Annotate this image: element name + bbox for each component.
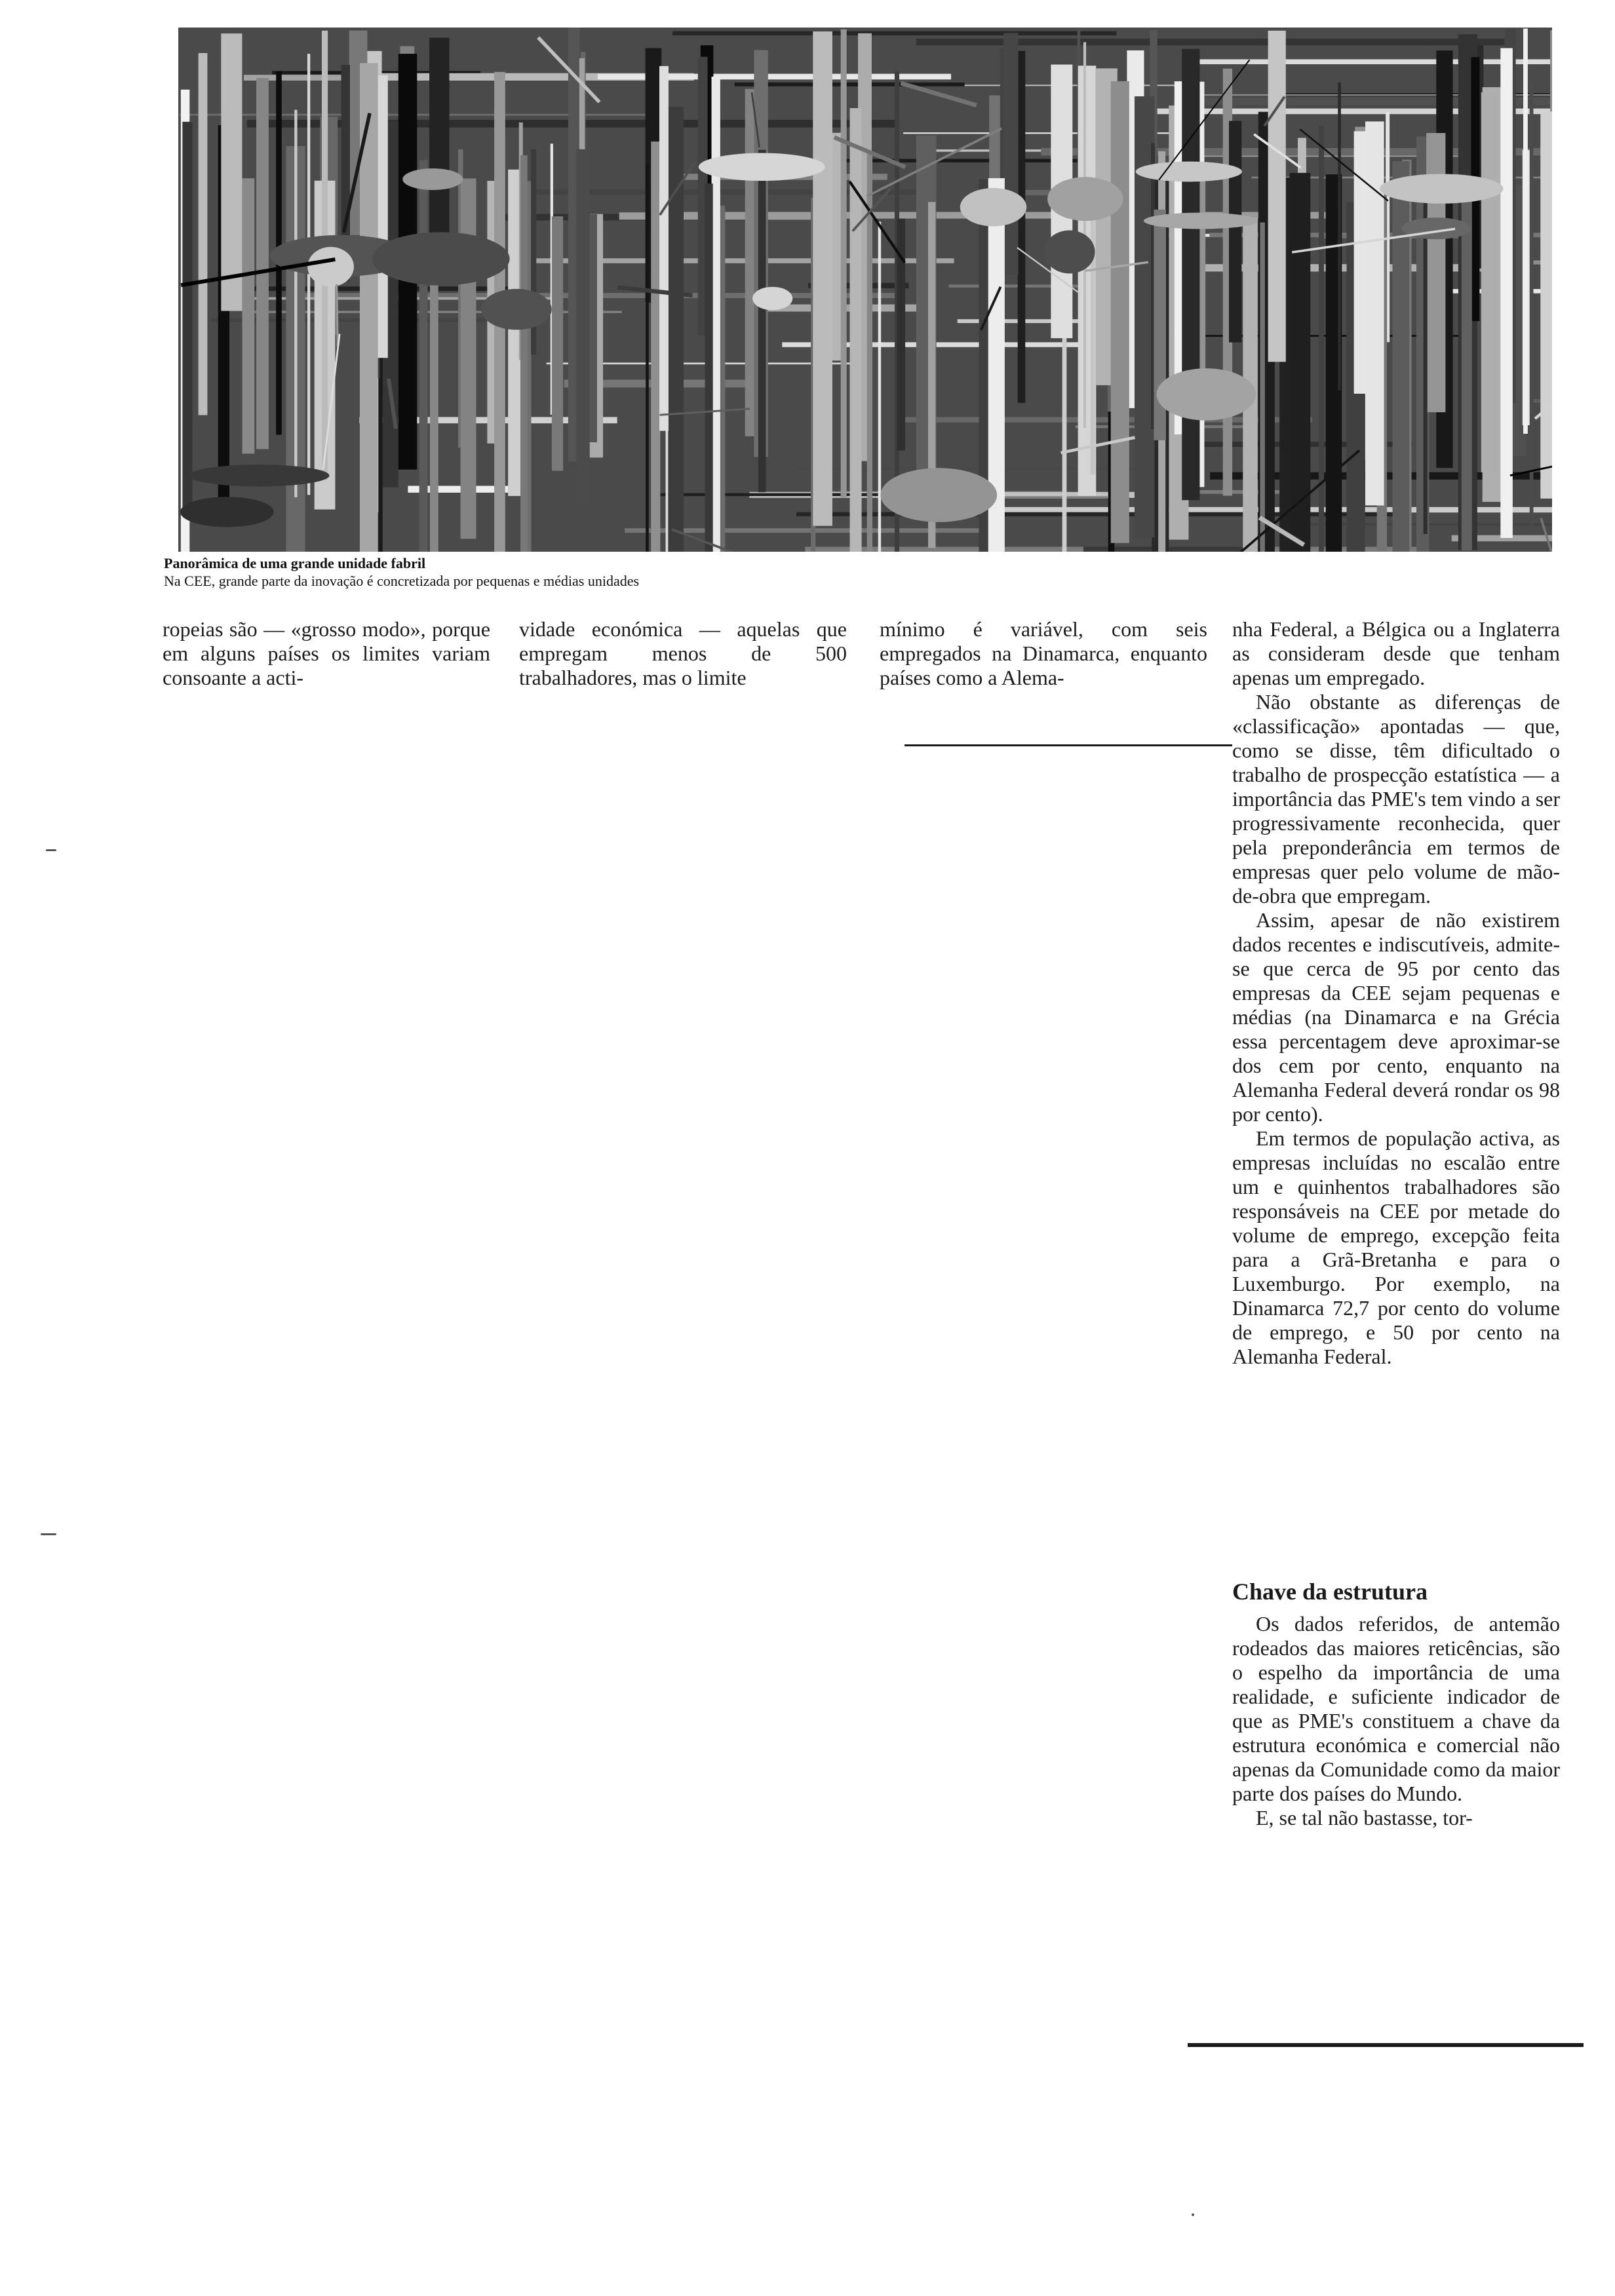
section-heading: Chave da estrutura [1232, 1578, 1428, 1605]
photo-tower [1540, 111, 1552, 499]
photo-tower [651, 142, 660, 552]
photo-tower [705, 183, 713, 552]
photo-tank [752, 287, 792, 311]
column-4-paragraph-3: Assim, apesar de não existirem dados recentes e indiscutíveis, admite-se que cerca de 95 por cento das empresas da CEE sejam pequenas e médias (na Dinamarca e na Grécia essa percentagem deve aproximar-se dos cem por cento, enquanto na Alemanha Federal deverá rondar os 98 por cento). [1232, 908, 1560, 1126]
photo-tower [182, 122, 192, 507]
photo-tower [1182, 49, 1199, 501]
scan-mark [46, 849, 56, 851]
column-4-paragraph-2: Não obstante as diferenças de «classificação» apontadas — que, como se disse, têm dificultado o trabalho de prospecção estatística — a importância das PME's tem vindo a ser progressivamente reconhecida, quer pela preponderância em termos de empresas quer pelo volume de mão-de-obra que empregam. [1232, 690, 1560, 908]
photo-pipe [212, 318, 501, 322]
photo-tank [880, 468, 997, 522]
factory-photo [178, 28, 1552, 552]
photo-tower [813, 31, 832, 526]
photo-tower [1319, 126, 1324, 552]
column-5-paragraph-2: E, se tal não bastasse, tor- [1256, 1806, 1473, 1829]
photo-beam [337, 284, 338, 347]
column-4-paragraph-1: nha Federal, a Bélgica ou a Inglaterra as consideram desde que tenham apenas um empregado. [1232, 617, 1560, 689]
photo-tower [1523, 29, 1528, 434]
photo-pipe [672, 31, 1116, 35]
photo-tower [1260, 222, 1264, 552]
photo-tower [1481, 92, 1498, 472]
article-column-4 [1232, 617, 1560, 1369]
photo-pipe [1197, 59, 1552, 64]
article-column-1 [163, 617, 490, 690]
photo-tower [1338, 83, 1341, 391]
scan-mark [41, 1533, 56, 1535]
photo-tower [242, 178, 254, 453]
scan-mark [1192, 2213, 1194, 2216]
photo-pipe [735, 83, 965, 86]
photo-tank [1136, 161, 1242, 182]
photo-tower [668, 107, 684, 552]
article-column-3 [880, 617, 1207, 690]
factory-photo-graphic [178, 28, 1552, 552]
photo-tower [1003, 33, 1018, 275]
column-3-text: mínimo é variável, com seis empregados na Dinamarca, enquanto países como a Alema- [880, 617, 1207, 689]
photo-tank [1157, 368, 1256, 421]
photo-tower [360, 63, 378, 552]
photo-tower [419, 160, 428, 552]
photo-tower [1268, 31, 1286, 362]
photo-tank [1047, 177, 1123, 221]
photo-tank [960, 188, 1027, 227]
photo-tank [402, 168, 463, 190]
photo-tank [188, 465, 329, 486]
photo-tank [180, 497, 274, 527]
photo-tank [1144, 213, 1258, 229]
column-rule-bottom [1188, 2043, 1584, 2047]
column-5-paragraph-1: Os dados referidos, de antemão rodeados das maiores reticências, são o espelho da importância de uma realidade, e suficiente indicador de que as PME's constituem a chave da estrutura económica e comercial não apenas da Comunidade como da maior parte dos países do Mundo. [1232, 1612, 1560, 1805]
photo-tank [699, 153, 825, 181]
photo-tower [758, 150, 766, 493]
photo-tower [221, 33, 242, 311]
column-1-text: ropeias são — «grosso modo», porque em alguns países os limites variam consoante a acti- [163, 617, 490, 689]
article-column-5 [1232, 1612, 1560, 1830]
photo-tower [520, 155, 528, 552]
photo-tower [461, 178, 477, 539]
photo-tower [659, 66, 669, 431]
photo-tower [576, 149, 589, 506]
photo-tower [1111, 81, 1129, 543]
column-rule-top [905, 744, 1232, 746]
photo-caption [164, 554, 1016, 590]
photo-tower [1393, 161, 1410, 552]
article-column-2 [519, 617, 847, 690]
column-4-paragraph-4: Em termos de população activa, as empresas incluídas no escalão entre um e quinhentos trabalhadores são responsáveis na CEE por metade do volume de emprego, excepção feita para a Grã-Bretanha e para o Luxemburgo. Por exemplo, na Dinamarca 72,7 por cento do volume de emprego, e 50 por cento na Alemanha Federal. [1232, 1126, 1560, 1368]
photo-tower [199, 53, 208, 415]
photo-tower [878, 221, 881, 552]
photo-tower [849, 108, 861, 552]
photo-tower [1365, 121, 1384, 505]
photo-tower [646, 164, 649, 552]
photo-tank [1044, 231, 1095, 274]
photo-tank [307, 247, 354, 287]
photo-tower [1500, 48, 1513, 538]
photo-pipe [796, 512, 1405, 516]
caption-title: Panorâmica de uma grande unidade fabril [164, 555, 426, 571]
photo-tank [372, 232, 510, 285]
photo-tank [481, 289, 552, 330]
photo-tower [552, 216, 563, 470]
photo-tower [841, 29, 847, 497]
photo-tower [1018, 51, 1026, 403]
photo-tower [1354, 131, 1367, 394]
photo-tower [1229, 121, 1241, 342]
photo-tower [294, 110, 297, 497]
photo-tower [256, 78, 269, 449]
caption-text: Na CEE, grande parte da inovação é concretizada por pequenas e médias unidades [164, 573, 640, 589]
photo-tank [1380, 174, 1504, 203]
photo-tower [1530, 79, 1534, 533]
column-2-text: vidade económica — aquelas que empregam menos de 500 trabalhadores, mas o limite [519, 617, 847, 689]
